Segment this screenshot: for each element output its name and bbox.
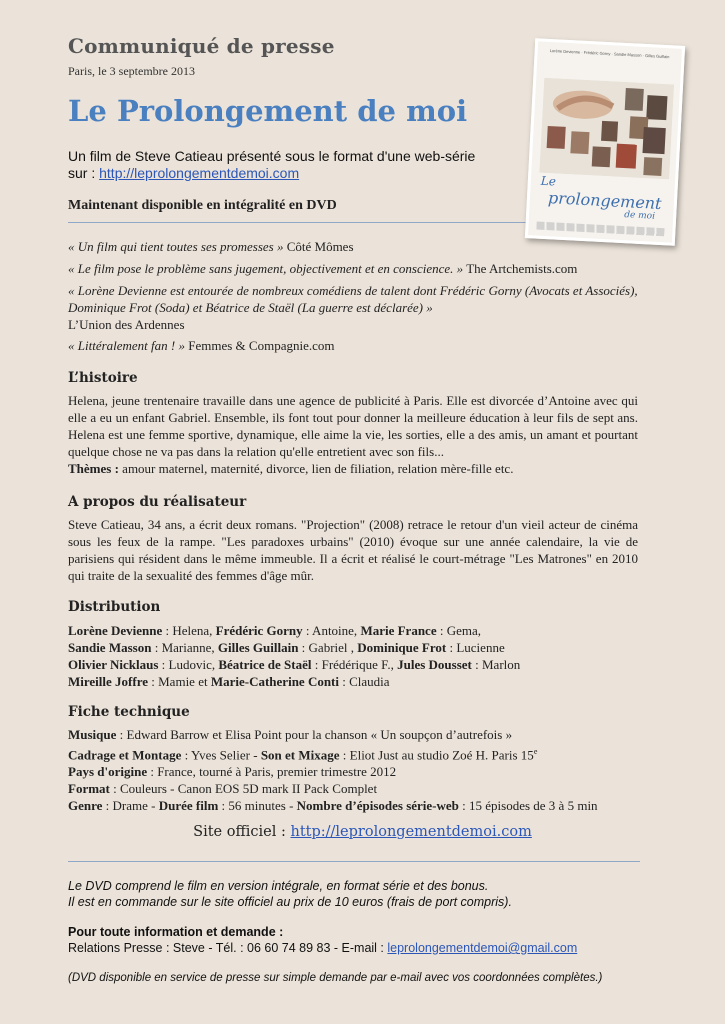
cast-line: Mireille Joffre : Mamie et Marie-Catherine Conti : Claudia [68, 674, 390, 689]
subtitle-text: Un film de Steve Catieau présenté sous le format d'une web-série [68, 148, 476, 164]
poster-cast-names: Lorène Devienne · Frédéric Gorny · Sandie Masson · Gilles Guillain [549, 47, 670, 60]
credit-line: Musique : Edward Barrow et Elisa Point pour la chanson « Un soupçon d’autrefois » [68, 727, 513, 742]
section-heading-distribution: Distribution [68, 599, 161, 615]
contact-info [68, 924, 668, 956]
contact-email-link[interactable]: leprolongementdemoi@gmail.com [387, 941, 578, 955]
dvd-info-line-1: Le DVD comprend le film en version intégrale, en format série et des bonus. [68, 879, 489, 893]
credit-line: Format : Couleurs - Canon EOS 5D mark II Pack Complet [68, 781, 378, 797]
dvd-info-line-2: Il est en commande sur le site officiel au prix de 10 euros (frais de port compris). [68, 895, 512, 909]
fiche-technique-list [68, 726, 638, 814]
divider-bottom [68, 861, 640, 862]
film-poster-image [525, 38, 685, 246]
distribution-list [68, 622, 638, 690]
poster-title-le: Le [540, 173, 557, 189]
credit-line: Pays d'origine : France, tourné à Paris, premier trimestre 2012 [68, 764, 397, 780]
quote-item: « Littéralement fan ! » Femmes & Compagnie.com [68, 338, 335, 353]
quote-item: « Lorène Devienne est entourée de nombreux comédiens de talent dont Frédéric Gorny (Avocats et Associés), Dominique Frot (Soda) et Béatrice de Staël (La guerre est déclarée) » L’Union des Ardennes [68, 283, 638, 332]
contact-text: Relations Presse : Steve - Tél. : 06 60 74 89 83 - E-mail : [68, 941, 388, 955]
section-heading-realisateur: A propos du réalisateur [68, 494, 247, 510]
credit-line: Genre : Drame - Durée film : 56 minutes - Nombre d’épisodes série-web : 15 épisodes de 3 à 5 min [68, 798, 598, 814]
histoire-text-block [68, 392, 638, 477]
divider-top [68, 222, 528, 223]
document-heading: Communiqué de presse [68, 34, 335, 58]
themes-text: amour maternel, maternité, divorce, lien de filiation, relation mère-fille etc. [118, 461, 514, 476]
official-site-label: Site officiel : [193, 824, 291, 840]
website-link[interactable]: http://leprolongementdemoi.com [99, 165, 300, 181]
poster-title-de-moi: de moi [623, 210, 656, 222]
poster-title-prolongement: prolongement [547, 188, 663, 214]
histoire-text: Helena, jeune trentenaire travaille dans une agence de publicité à Paris. Elle est divorcée d’Antoine avec qui elle a eu un enfant Gabriel. Ensemble, ils font tout pour donner la meilleure éducation à leur fils de sept ans. Helena est une femme sportive, dynamique, elle aime la vie, les sorties, elle a des amis, un amant et pourtant quelque chose ne va pas dans la relation qu'elle entretient avec son fils... [68, 393, 638, 459]
quote-item: « Un film qui tient toutes ses promesses » Côté Mômes [68, 239, 354, 254]
cast-line: Lorène Devienne : Helena, Frédéric Gorny : Antoine, Marie France : Gema, [68, 623, 481, 638]
poster-photo-collage [539, 78, 674, 180]
themes-label: Thèmes : [68, 461, 119, 476]
subtitle-sur: sur : [68, 165, 100, 181]
section-heading-histoire: L’histoire [68, 370, 138, 386]
credit-line: Cadrage et Montage : Yves Selier - Son et Mixage : Eliot Just au studio Zoé H. Paris 15e [68, 747, 538, 763]
official-site [0, 824, 725, 840]
press-quotes [68, 238, 638, 359]
quote-item: « Le film pose le problème sans jugement, objectivement et en conscience. » The Artchemists.com [68, 261, 578, 276]
cast-line: Sandie Masson : Marianne, Gilles Guillain : Gabriel , Dominique Frot : Lucienne [68, 640, 505, 655]
dvd-info [68, 878, 668, 910]
cast-line: Olivier Nicklaus : Ludovic, Béatrice de Staël : Frédérique F., Jules Dousset : Marlon [68, 657, 521, 672]
contact-heading: Pour toute information et demande : [68, 925, 284, 939]
realisateur-text: Steve Catieau, 34 ans, a écrit deux romans. "Projection" (2008) retrace le retour d'un vieil acteur de cinéma sous les feux de la rampe. "Les paradoxes urbains" (2010) évoque sur une année calendaire, la vie de parisiens qui résident dans le même immeuble. Il a écrit et réalisé le court-métrage "Les Matrones" en 2010 qui traite de la sexualité des femmes d'âge mûr. [68, 517, 638, 583]
document-date: Paris, le 3 septembre 2013 [68, 64, 195, 78]
official-site-link[interactable]: http://leprolongementdemoi.com [290, 824, 532, 840]
film-title: Le Prolongement de moi [68, 94, 468, 128]
section-heading-fiche: Fiche technique [68, 704, 190, 720]
press-service-note: (DVD disponible en service de presse sur simple demande par e-mail avec vos coordonnées complètes.) [68, 972, 603, 984]
film-subtitle [68, 148, 508, 182]
poster-credits-block [536, 222, 664, 237]
dvd-availability: Maintenant disponible en intégralité en DVD [68, 198, 337, 213]
